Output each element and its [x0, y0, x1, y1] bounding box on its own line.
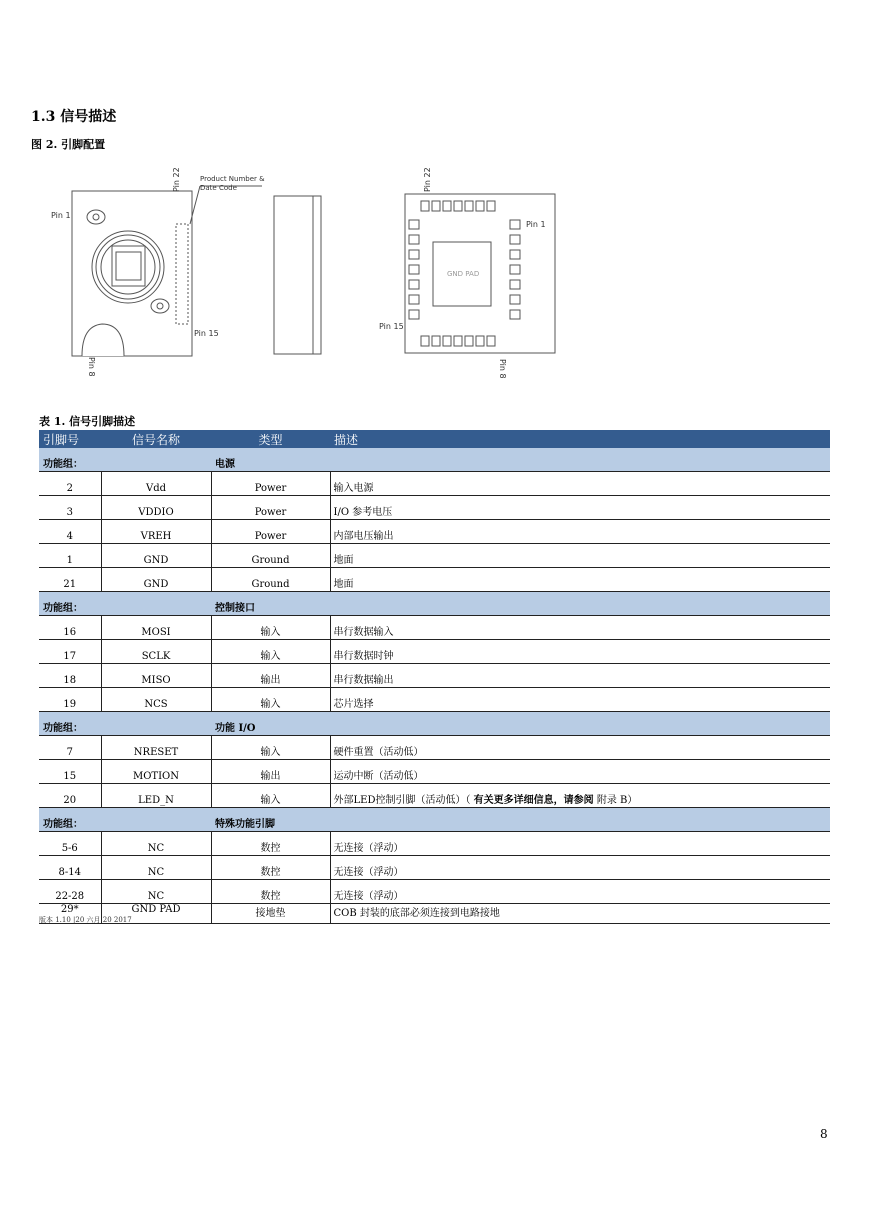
header-type: 类型: [211, 430, 330, 448]
group-row-power: [39, 448, 830, 472]
table-row: [39, 616, 830, 640]
group-name: 功能 I/O: [211, 712, 830, 736]
table-row: [39, 856, 830, 880]
cell-signal: GND: [101, 568, 211, 592]
group-row-control: [39, 592, 830, 616]
header-pin: 引脚号: [39, 430, 101, 448]
cell-pin: 1: [39, 544, 101, 568]
table-row: [39, 880, 830, 904]
group-name: 电源: [211, 448, 830, 472]
cell-type: 数控: [211, 856, 330, 880]
cell-signal: NC: [101, 880, 211, 904]
cell-desc: 无连接（浮动）: [330, 832, 830, 856]
cell-pin: 5-6: [39, 832, 101, 856]
pad-square: [510, 295, 520, 304]
pin8-right-label: Pin 8: [498, 359, 507, 379]
cell-signal: NCS: [101, 688, 211, 712]
pin1-left-label: Pin 1: [51, 211, 71, 220]
cell-signal: NRESET: [101, 736, 211, 760]
pad-square: [443, 336, 451, 346]
cell-type: 输出: [211, 664, 330, 688]
pad-square: [487, 201, 495, 211]
pad-square: [409, 310, 419, 319]
pad-square: [510, 220, 520, 229]
led-desc-a: 外部LED控制引脚（活动低）（: [333, 795, 474, 806]
cell-pin: 29*: [39, 904, 101, 924]
pin1-right-label: Pin 1: [526, 220, 546, 229]
pin22-right-label: Pin 22: [423, 167, 432, 192]
group-row-function-io: [39, 712, 830, 736]
table-row-gnd-pad: [39, 904, 830, 924]
cell-pin: 16: [39, 616, 101, 640]
cell-desc: [330, 784, 830, 808]
pad-square: [465, 336, 473, 346]
pad-square: [454, 336, 462, 346]
cell-type: 接地垫: [211, 904, 330, 924]
cell-signal: GND PAD: [101, 904, 211, 924]
cell-desc: 运动中断（活动低）: [330, 760, 830, 784]
cell-type: 输出: [211, 760, 330, 784]
figure-caption: 图 2. 引脚配置: [31, 138, 106, 151]
pin-configuration-figure: [36, 158, 576, 388]
cell-pin: 15: [39, 760, 101, 784]
cell-pin: 17: [39, 640, 101, 664]
cell-signal: Vdd: [101, 472, 211, 496]
module-side-view: [274, 196, 321, 354]
pad-square: [409, 250, 419, 259]
cell-type: Power: [211, 520, 330, 544]
pad-square: [409, 295, 419, 304]
cell-signal: VDDIO: [101, 496, 211, 520]
group-row-special: [39, 808, 830, 832]
header-signal-name: 信号名称: [101, 430, 211, 448]
pad-square: [487, 336, 495, 346]
table-row: [39, 640, 830, 664]
cell-desc: 内部电压输出: [330, 520, 830, 544]
cell-signal: LED_N: [101, 784, 211, 808]
cell-desc: COB 封装的底部必须连接到电路接地: [330, 904, 830, 924]
section-title: 1.3 信号描述: [31, 109, 117, 125]
cell-pin: 7: [39, 736, 101, 760]
table-row: [39, 472, 830, 496]
cell-desc: 串行数据输入: [330, 616, 830, 640]
cell-pin: 8-14: [39, 856, 101, 880]
cell-pin: 19: [39, 688, 101, 712]
pad-square: [510, 265, 520, 274]
product-label-2: Date Code: [200, 184, 237, 192]
pad-square: [409, 235, 419, 244]
table-row: [39, 496, 830, 520]
cell-desc: 硬件重置（活动低）: [330, 736, 830, 760]
pad-square: [510, 310, 520, 319]
cell-signal: MISO: [101, 664, 211, 688]
footer-version: 版本 1.10 |20 六月 20 2017: [39, 916, 132, 924]
group-name: 控制接口: [211, 592, 830, 616]
pin15-right-label: Pin 15: [379, 322, 404, 331]
table-row-led: [39, 784, 830, 808]
cell-desc: 地面: [330, 544, 830, 568]
pad-square: [409, 220, 419, 229]
pad-square: [476, 336, 484, 346]
header-description: 描述: [330, 430, 830, 448]
pad-square: [510, 280, 520, 289]
pad-square: [421, 336, 429, 346]
pad-square: [510, 235, 520, 244]
cell-pin: 22-28: [39, 880, 101, 904]
led-desc-b: 附录 B）: [593, 795, 638, 806]
pad-square: [432, 336, 440, 346]
module-top-view: [72, 186, 262, 356]
cell-signal: MOSI: [101, 616, 211, 640]
cell-desc: 串行数据时钟: [330, 640, 830, 664]
pad-square: [432, 201, 440, 211]
pad-square: [443, 201, 451, 211]
cell-signal: VREH: [101, 520, 211, 544]
appendix-reference: 有关更多详细信息，请参阅: [473, 795, 594, 806]
cell-signal: NC: [101, 856, 211, 880]
module-bottom-view: [405, 194, 555, 353]
cell-type: Power: [211, 496, 330, 520]
table-row: [39, 688, 830, 712]
cell-desc: 地面: [330, 568, 830, 592]
cell-signal: MOTION: [101, 760, 211, 784]
signal-pin-table: [39, 430, 830, 924]
cell-type: 数控: [211, 832, 330, 856]
pad-square: [421, 201, 429, 211]
cell-type: 数控: [211, 880, 330, 904]
pad-square: [454, 201, 462, 211]
table-caption: 表 1. 信号引脚描述: [39, 415, 136, 428]
cell-desc: 输入电源: [330, 472, 830, 496]
pad-square: [465, 201, 473, 211]
cell-type: Power: [211, 472, 330, 496]
cell-type: 输入: [211, 736, 330, 760]
pad-square: [409, 265, 419, 274]
pin8-left-label: Pin 8: [87, 357, 96, 377]
gnd-pad-label: GND PAD: [447, 270, 480, 278]
group-label: 功能组：: [39, 448, 211, 472]
cell-type: 输入: [211, 784, 330, 808]
pin15-left-label: Pin 15: [194, 329, 219, 338]
table-row: [39, 568, 830, 592]
cell-pin: 2: [39, 472, 101, 496]
table-row: [39, 832, 830, 856]
table-row: [39, 664, 830, 688]
cell-signal: NC: [101, 832, 211, 856]
table-row: [39, 760, 830, 784]
cell-pin: 21: [39, 568, 101, 592]
pin22-left-label: Pin 22: [172, 167, 181, 192]
pad-square: [510, 250, 520, 259]
cell-pin: 20: [39, 784, 101, 808]
cell-signal: SCLK: [101, 640, 211, 664]
table-row: [39, 520, 830, 544]
group-label: 功能组：: [39, 712, 211, 736]
table-header: [39, 430, 830, 448]
table-row: [39, 544, 830, 568]
page-number: 8: [820, 1127, 828, 1141]
pad-square: [476, 201, 484, 211]
cell-desc: 串行数据输出: [330, 664, 830, 688]
cell-desc: I/O 参考电压: [330, 496, 830, 520]
cell-type: Ground: [211, 544, 330, 568]
cell-pin: 4: [39, 520, 101, 544]
group-name: 特殊功能引脚: [211, 808, 830, 832]
cell-desc: 无连接（浮动）: [330, 880, 830, 904]
cell-type: 输入: [211, 640, 330, 664]
cell-pin: 18: [39, 664, 101, 688]
cell-signal: GND: [101, 544, 211, 568]
cell-pin: 3: [39, 496, 101, 520]
product-label-1: Product Number &: [200, 175, 265, 183]
cell-type: Ground: [211, 568, 330, 592]
table-row: [39, 736, 830, 760]
cell-desc: 无连接（浮动）: [330, 856, 830, 880]
cell-type: 输入: [211, 616, 330, 640]
pad-square: [409, 280, 419, 289]
cell-type: 输入: [211, 688, 330, 712]
group-label: 功能组：: [39, 808, 211, 832]
group-label: 功能组：: [39, 592, 211, 616]
cell-desc: 芯片选择: [330, 688, 830, 712]
